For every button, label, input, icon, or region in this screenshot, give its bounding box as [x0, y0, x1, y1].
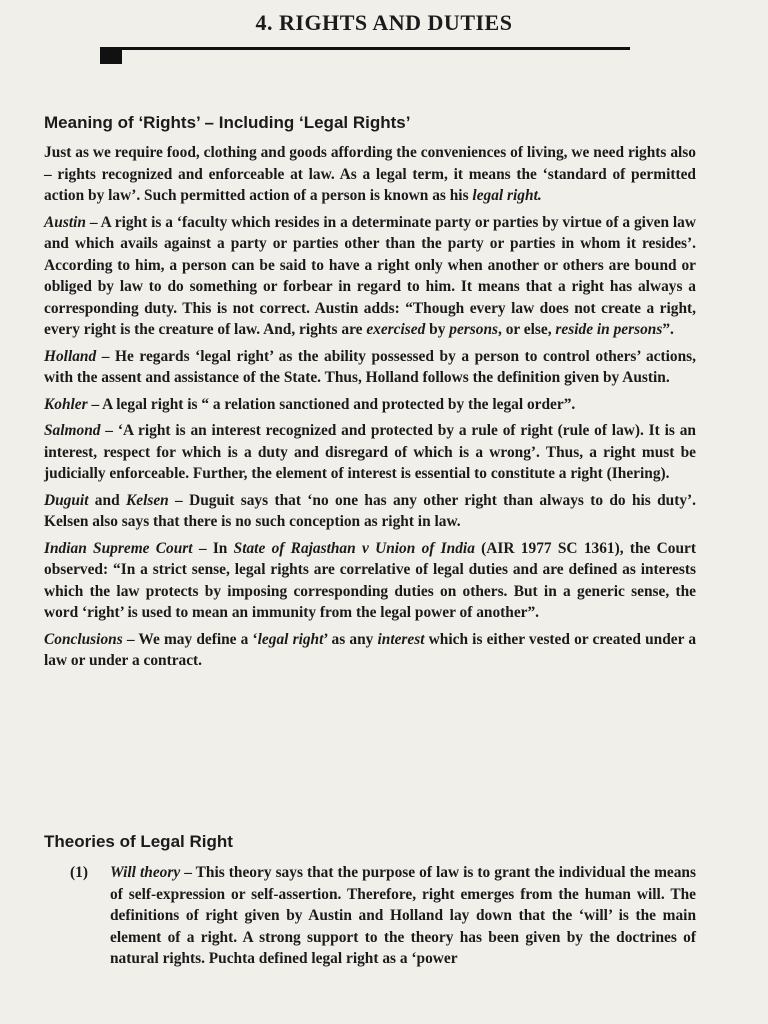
case-name: State of Rajasthan v Union of India — [233, 539, 475, 557]
theory-text: – This theory says that the purpose of law is to grant the individual the means of self-expression or self-assertion. Therefore, right emerges from the human will. The definitions of right given by Austin and Holland lay down that the ‘will’ is the main element of a right. A strong support to the theory has been given by the doctrines of natural rights. Puchta defined legal right as a ‘power — [110, 864, 696, 967]
paragraph-holland-text: – He regards ‘legal right’ as the ability possessed by a person to control others’ actions, with the assent and assistance of the State. Thus, Holland follows the definition given by Austin. — [44, 347, 696, 386]
paragraph-austin-text-2: by — [425, 321, 450, 338]
theory-number: (1) — [70, 864, 88, 881]
paragraph-intro — [44, 142, 696, 207]
paragraph-austin-emphasis-2: persons — [449, 321, 498, 338]
jurist-name-austin: Austin — [44, 213, 86, 231]
paragraph-conclusions — [44, 629, 696, 672]
conclusions-label: Conclusions — [44, 630, 123, 648]
paragraph-salmond — [44, 420, 696, 485]
chapter-title: 4. RIGHTS AND DUTIES — [255, 10, 513, 35]
theory-item-will — [44, 862, 696, 970]
section-body-meaning — [44, 142, 696, 677]
paragraph-holland — [44, 346, 696, 389]
paragraph-intro-emphasis: legal right. — [472, 187, 542, 204]
title-rule — [100, 47, 630, 50]
paragraph-kohler-text: – A legal right is “ a relation sanctioned and protected by the legal order”. — [87, 395, 576, 413]
court-name: Indian Supreme Court — [44, 539, 193, 557]
paragraph-duguit-kelsen — [44, 490, 696, 533]
jurist-name-kelsen: Kelsen — [125, 491, 169, 509]
paragraph-conclusions-text-2: ’ as any — [323, 630, 378, 648]
jurist-name-salmond: Salmond — [44, 422, 101, 439]
jurist-name-duguit: Duguit — [44, 491, 89, 509]
paragraph-conclusions-emphasis-2: interest — [377, 630, 425, 648]
paragraph-court-text-2: (AIR 1977 SC 1361), the Court observed: “In a strict sense, legal rights are correlative of legal duties and are defined as interests which the law protects by imposing corresponding duties on others. But in a generic sense, the word ‘right’ is used to mean an immunity from the legal power of another”. — [44, 539, 696, 621]
paragraph-court-text-1: – In — [192, 539, 234, 557]
paragraph-duguit-text: – Duguit says that ‘no one has any other right than always to do his duty’. Kelsen also says that there is no such conception as right in law. — [44, 491, 697, 530]
jurist-name-kohler: Kohler — [44, 395, 88, 413]
theory-name: Will theory — [110, 864, 181, 881]
title-rule-marker — [100, 50, 122, 64]
section-heading-meaning: Meaning of ‘Rights’ – Including ‘Legal Rights’ — [44, 113, 411, 132]
paragraph-austin — [44, 212, 696, 341]
paragraph-kohler — [44, 394, 696, 416]
paragraph-duguit-and: and — [88, 491, 126, 509]
section-body-theories — [44, 862, 696, 970]
paragraph-conclusions-text-3: which is either vested or created under a law or under a contract. — [44, 630, 697, 669]
paragraph-austin-emphasis-3: reside in persons — [555, 321, 663, 338]
paragraph-austin-text: – A right is a ‘faculty which resides in a determinate party or parties by virtue of a given law and which avails against a party or parties other than the party or parties in whom it resides’. According to him, a person can be said to have a right only when another or others are bound or obliged by law to do something or forbear in regard to him. It means that a right has always a corresponding duty. This is not correct. Austin adds: “Though every law does not create a right, every right is the creature of law. And, rights are — [44, 213, 696, 338]
paragraph-conclusions-text-1: – We may define a ‘ — [122, 630, 258, 648]
paragraph-austin-text-3: , or else, — [498, 321, 556, 338]
paragraph-austin-emphasis-1: exercised — [366, 321, 426, 338]
paragraph-supreme-court — [44, 538, 696, 624]
section-heading-theories: Theories of Legal Right — [44, 832, 233, 851]
paragraph-intro-text: Just as we require food, clothing and goods affording the conveniences of living, we need rights also – rights recognized and enforceable at law. As a legal term, it means the ‘standard of permitted action by law’. Such permitted action of a person is known as his — [44, 144, 696, 204]
paragraph-salmond-text: – ‘A right is an interest recognized and protected by a rule of right (rule of law). It is an interest, respect for which is a duty and disregard of which is a wrong’. Thus, a right must be judicially enforceable. Further, the element of interest is essential to constitute a right (Ihering). — [44, 422, 696, 482]
jurist-name-holland: Holland — [44, 347, 97, 365]
paragraph-austin-text-4: ”. — [662, 321, 674, 338]
paragraph-conclusions-emphasis-1: legal right — [257, 630, 324, 648]
